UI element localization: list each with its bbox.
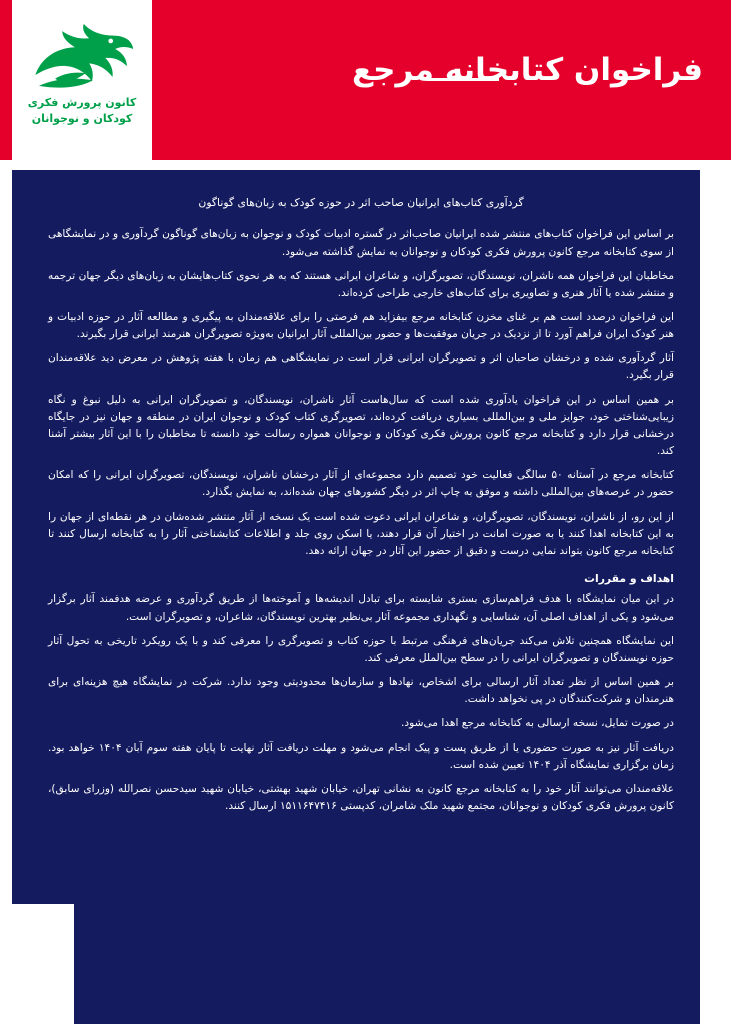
paragraph: آثار گردآوری شده و درخشان صاحبان اثر و تصویرگران ایرانی قرار است در نمایشگاهی هم زمان با هفته پژوهش در معرض دید علاقه‌مندان قرار بگیرد. [48,352,674,382]
paragraph: بر همین اساس در این فراخوان یادآوری شده است که سال‌هاست آثار ناشران، نویسندگان، و تصویرگران ایرانی به دلیل نبوغ و نگاه زیبایی‌شناختی خود، جوایز ملی و بین‌المللی بسیاری دریافت کرده‌اند، تصویرگری کتاب کودک و نوجوان ایران در منطقه و جهان نیز در جایگاه درخشانی قرار دارد و کتابخانه مرجع کانون پرورش فکری کودکان و نوجوانان همواره رسالت خود دانسته تا مخاطبان را با این آثار بیشتر آشنا کند. [48,393,674,458]
green-bird-logo-icon [28,23,136,93]
section-heading: اهداف و مقررات [584,572,674,585]
rule-paragraph: در این میان نمایشگاه با هدف فراهم‌سازی بستری شایسته برای تبادل اندیشه‌ها و آموخته‌ها از طریق گردآوری و عرضه هدفمند آثار برگزار می‌شود و یکی از اهداف اصلی آن، شناسایی و نگهداری مجموعه آثار بی‌نظیر بهترین نویسندگان، شاعران، و تصویرگران است. [48,593,674,623]
announcement-text [12,186,700,1016]
paragraph: از این رو، از ناشران، نویسندگان، تصویرگران، و شاعران ایرانی دعوت شده است یک نسخه از آثار منتشر شده‌شان در هر نقطه‌ای از جهان را به این کتابخانه اهدا کنند یا به صورت امانت در اختیار آن قرار دهند، یا اسکن روی جلد و اطلاعات کتابشناختی آثار را به کتابخانه ارسال کنند تا کتابخانه مرجع کانون بتواند نمایی درست و دقیق از حضور این آثار در جهان ارائه دهد. [48,510,674,557]
paragraph: این فراخوان درصدد است هم بر غنای مخزن کتابخانه مرجع بیفزاید هم فرصتی را برای علاقه‌مندان به پیگیری و مطالعه آثار در حوزه ادبیات و هنر کودک ایران فراهم آورد تا از نزدیک در جریان موفقیت‌ها و حضور بین‌المللی آثار ایرانیان به‌ویژه تصویرگران هنرمند ایرانی قرار بگیرند. [48,310,674,341]
page-title: فراخوان کتابخانه مرجع [351,52,703,88]
poster-header [0,0,731,160]
organization-logo [22,15,142,145]
logo-text [28,95,136,127]
lead-paragraph: گردآوری کتاب‌های ایرانیان صاحب اثر در حوزه کودک به زبان‌های گوناگون [198,196,524,209]
rule-paragraph: بر همین اساس از نظر تعداد آثار ارسالی برای اشخاص، نهادها و سازمان‌ها محدودیتی وجود ندارد. شرکت در نمایشگاه هیچ هزینه‌ای برای هنرمندان و شرکت‌کنندگان در پی نخواهد داشت. [48,676,674,706]
logo-box [12,0,152,160]
right-edge-accent [700,896,731,1024]
rule-paragraph: علاقه‌مندان می‌توانند آثار خود را به کتابخانه مرجع کانون به نشانی تهران، خیابان شهید بهشتی، خیابان شهید سیدحسن نصرالله (وزرای سابق)، کانون پرورش فکری کودکان و نوجوانان، مجتمع شهید ملک شامران، کدپستی ۱۵۱۱۶۴۷۴۱۶ ارسال کنند. [48,782,674,813]
corner-notch [12,904,74,1024]
paragraph: بر اساس این فراخوان کتاب‌های منتشر شده ایرانیان صاحب‌اثر در گستره ادبیات کودک و نوجوان به زبان‌های گوناگون گردآوری و در نمایشگاهی از سوی کتابخانه مرجع کانون پرورش فکری کودکان و نوجوانان به نمایش گذاشته می‌شود. [48,228,674,258]
rule-paragraph: این نمایشگاه همچنین تلاش می‌کند جریان‌های فرهنگی مرتبط با حوزه کتاب و تصویرگری را معرفی کند و با یک رویکرد تاریخی به تحول آثار حوزه نویسندگان و تصویرگران ایرانی را در سطح بین‌الملل معرفی کند. [48,634,674,664]
logo-text-line1: کانون پرورش فکری [27,96,137,109]
rule-paragraph: در صورت تمایل، نسخه ارسالی به کتابخانه مرجع اهدا می‌شود. [401,717,674,730]
rule-paragraph: دریافت آثار نیز به صورت حضوری یا از طریق پست و پیک انجام می‌شود و مهلت دریافت آثار نهایت تا پایان هفته سوم آبان ۱۴۰۴ خواهد بود. زمان برگزاری نمایشگاه آذر ۱۴۰۴ تعیین شده است. [48,741,674,771]
logo-text-line2: کودکان و نوجوانان [31,111,133,125]
paragraph: مخاطبان این فراخوان همه ناشران، نویسندگان، تصویرگران، و شاعران ایرانی هستند که به هر نحوی کتاب‌هایشان به زبان‌های دیگر جهان ترجمه و منتشر شده یا آثار هنری و تصاویری برای کتاب‌های خارجی طراحی کرده‌اند. [48,269,674,299]
paragraph: کتابخانه مرجع در آستانه ۵۰ سالگی فعالیت خود تصمیم دارد مجموعه‌ای از آثار درخشان ناشران، نویسندگان، تصویرگران ایرانی را که امکان حضور در عرصه‌های بین‌المللی داشته و موفق به چاپ اثر در دیگر کشورهای جهان شده‌اند، به نمایش بگذارد. [48,469,674,499]
